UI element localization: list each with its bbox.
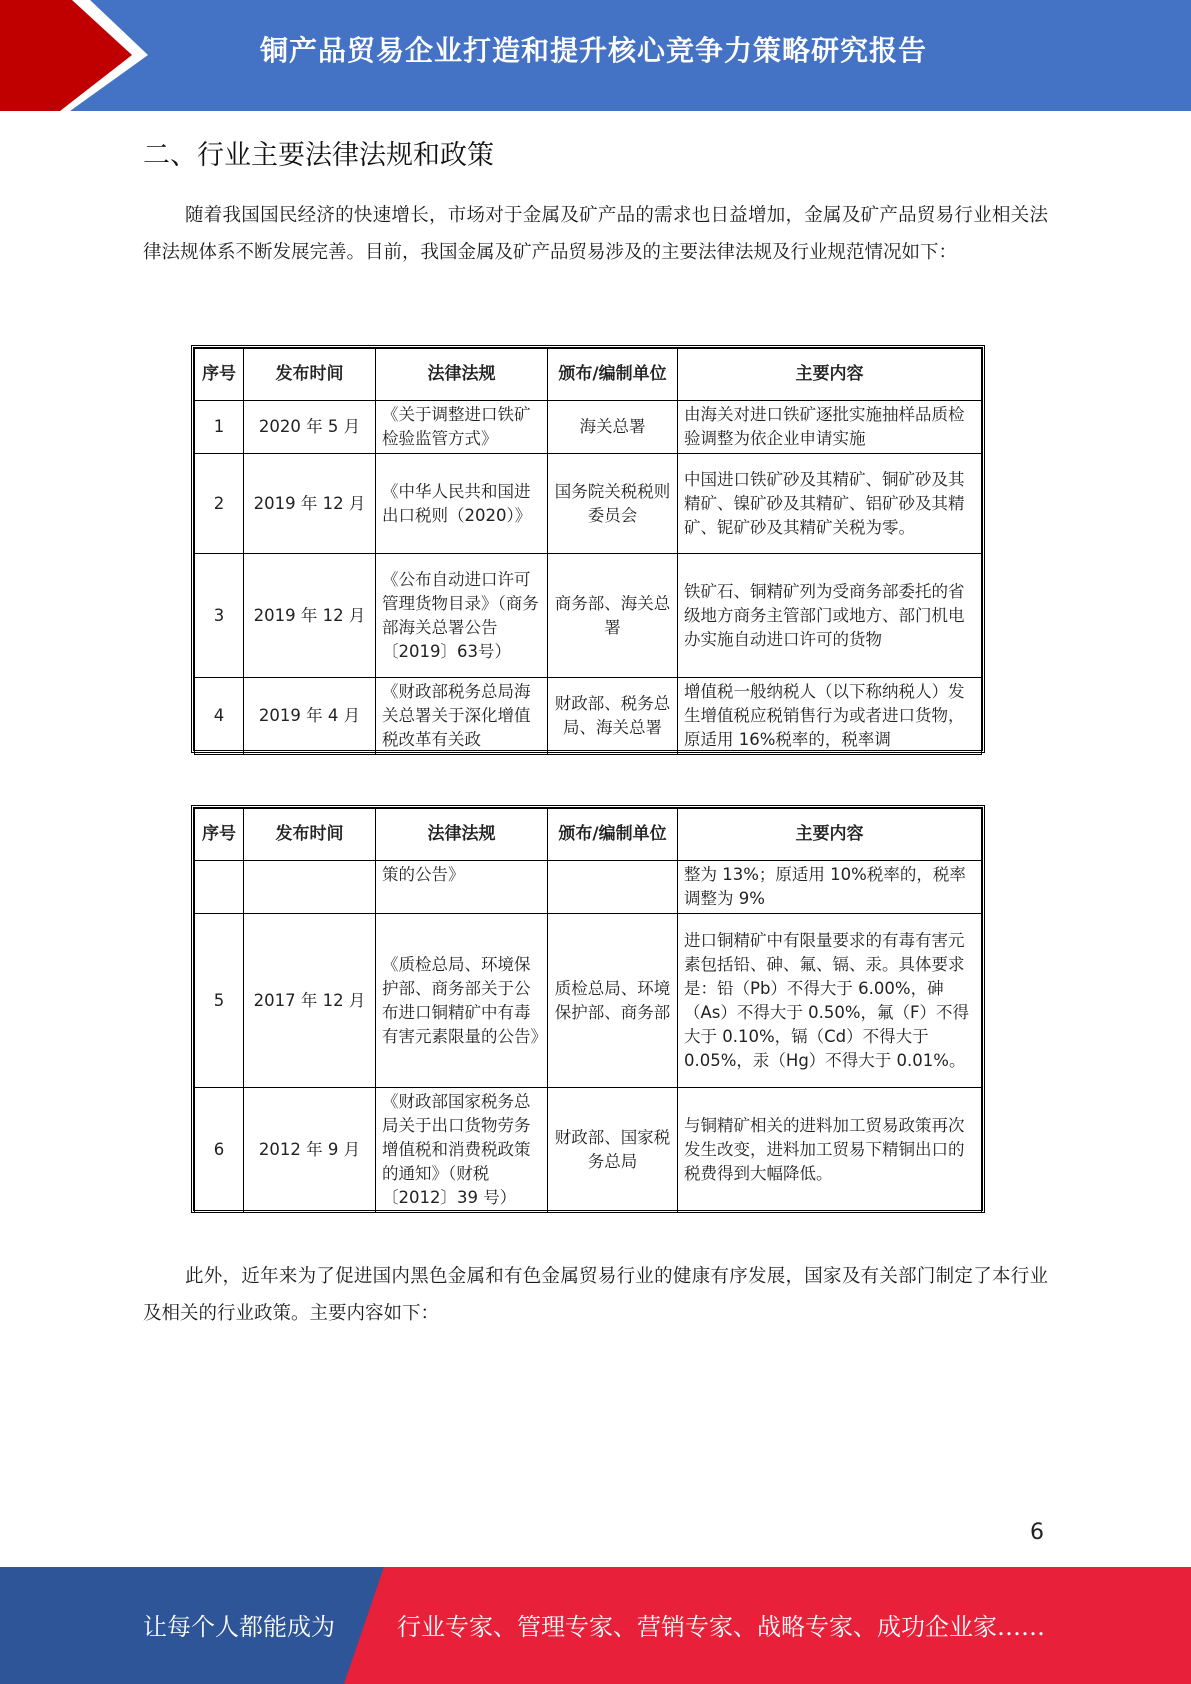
- table-header-row: [195, 349, 982, 401]
- row-num: 1: [195, 401, 244, 454]
- header-content: 主要内容: [678, 349, 982, 401]
- row-content: 与铜精矿相关的进料加工贸易政策再次发生改变，进料加工贸易下精铜出口的税费得到大幅降低。: [678, 1088, 982, 1213]
- row-unit: 财政部、税务总局、海关总署: [548, 678, 678, 755]
- row-law: 《质检总局、环境保护部、商务部关于公布进口铜精矿中有毒有害元素限量的公告》: [376, 914, 548, 1088]
- row-content: 增值税一般纳税人（以下称纳税人）发生增值税应税销售行为或者进口货物，原适用 16%税率的，税率调: [678, 678, 982, 755]
- header-content: 主要内容: [678, 809, 982, 861]
- header-unit: 颁布/编制单位: [548, 809, 678, 861]
- header-law: 法律法规: [376, 809, 548, 861]
- table-row: [195, 914, 982, 1088]
- page-header: [0, 0, 1191, 111]
- row-date: 2019 年 4 月: [244, 678, 376, 755]
- table-header-row: [195, 809, 982, 861]
- row-law: 《关于调整进口铁矿检验监管方式》: [376, 401, 548, 454]
- row-law: 《财政部国家税务总局关于出口货物劳务增值税和消费税政策的通知》（财税〔2012〕39 号）: [376, 1088, 548, 1213]
- row-num: 6: [195, 1088, 244, 1213]
- intro-paragraph: 随着我国国民经济的快速增长，市场对于金属及矿产品的需求也日益增加，金属及矿产品贸易行业相关法律法规体系不断发展完善。目前，我国金属及矿产品贸易涉及的主要法律法规及行业规范情况如下：: [143, 205, 1048, 263]
- row-date: 2017 年 12 月: [244, 914, 376, 1088]
- laws-table-part2: [191, 805, 985, 1213]
- table-row: [195, 401, 982, 454]
- row-law: 《财政部税务总局海关总署关于深化增值税改革有关政: [376, 678, 548, 755]
- header-date: 发布时间: [244, 809, 376, 861]
- table-row-continued: [195, 861, 982, 914]
- row-content: 进口铜精矿中有限量要求的有毒有害元素包括铅、砷、氟、镉、汞。具体要求是：铅（Pb）不得大于 6.00%，砷（As）不得大于 0.50%，氟（F）不得大于 0.10%，镉（Cd）不得大于 0.05%，汞（Hg）不得大于 0.01%。: [678, 914, 982, 1088]
- row-content: 整为 13%；原适用 10%税率的，税率调整为 9%: [678, 861, 982, 914]
- row-unit: [548, 861, 678, 914]
- header-num: 序号: [195, 809, 244, 861]
- row-unit: 财政部、国家税务总局: [548, 1088, 678, 1213]
- row-date: [244, 861, 376, 914]
- table-row: [195, 1088, 982, 1213]
- header-date: 发布时间: [244, 349, 376, 401]
- row-num: 4: [195, 678, 244, 755]
- row-unit: 商务部、海关总署: [548, 554, 678, 678]
- row-law: 《中华人民共和国进出口税则（2020）》: [376, 454, 548, 554]
- footer-slogan-left: 让每个人都能成为: [143, 1613, 335, 1641]
- row-content: 中国进口铁矿砂及其精矿、铜矿砂及其精矿、镍矿砂及其精矿、铝矿砂及其精矿、铌矿砂及其精矿关税为零。: [678, 454, 982, 554]
- row-unit: 质检总局、环境保护部、商务部: [548, 914, 678, 1088]
- row-num: 5: [195, 914, 244, 1088]
- row-date: 2012 年 9 月: [244, 1088, 376, 1213]
- table-row: [195, 554, 982, 678]
- footer-slogan-right: 行业专家、管理专家、营销专家、战略专家、成功企业家……: [397, 1613, 1045, 1641]
- header-num: 序号: [195, 349, 244, 401]
- page-number: 6: [1030, 1520, 1044, 1545]
- table-row: [195, 678, 982, 755]
- section-heading: 二、行业主要法律法规和政策: [143, 140, 494, 171]
- closing-paragraph: 此外，近年来为了促进国内黑色金属和有色金属贸易行业的健康有序发展，国家及有关部门制定了本行业及相关的行业政策。主要内容如下：: [143, 1266, 1048, 1324]
- row-content: 由海关对进口铁矿逐批实施抽样品质检验调整为依企业申请实施: [678, 401, 982, 454]
- row-unit: 国务院关税税则委员会: [548, 454, 678, 554]
- row-law: 策的公告》: [376, 861, 548, 914]
- row-num: 2: [195, 454, 244, 554]
- header-unit: 颁布/编制单位: [548, 349, 678, 401]
- row-unit: 海关总署: [548, 401, 678, 454]
- row-date: 2019 年 12 月: [244, 454, 376, 554]
- header-law: 法律法规: [376, 349, 548, 401]
- row-date: 2019 年 12 月: [244, 554, 376, 678]
- row-content: 铁矿石、铜精矿列为受商务部委托的省级地方商务主管部门或地方、部门机电办实施自动进口许可的货物: [678, 554, 982, 678]
- row-num: 3: [195, 554, 244, 678]
- report-title: 铜产品贸易企业打造和提升核心竞争力策略研究报告: [260, 34, 928, 67]
- laws-table-part1: [191, 345, 985, 753]
- row-date: 2020 年 5 月: [244, 401, 376, 454]
- table-row: [195, 454, 982, 554]
- row-num: [195, 861, 244, 914]
- row-law: 《公布自动进口许可管理货物目录》（商务部海关总署公告〔2019〕63号）: [376, 554, 548, 678]
- page-footer: [0, 1567, 1191, 1684]
